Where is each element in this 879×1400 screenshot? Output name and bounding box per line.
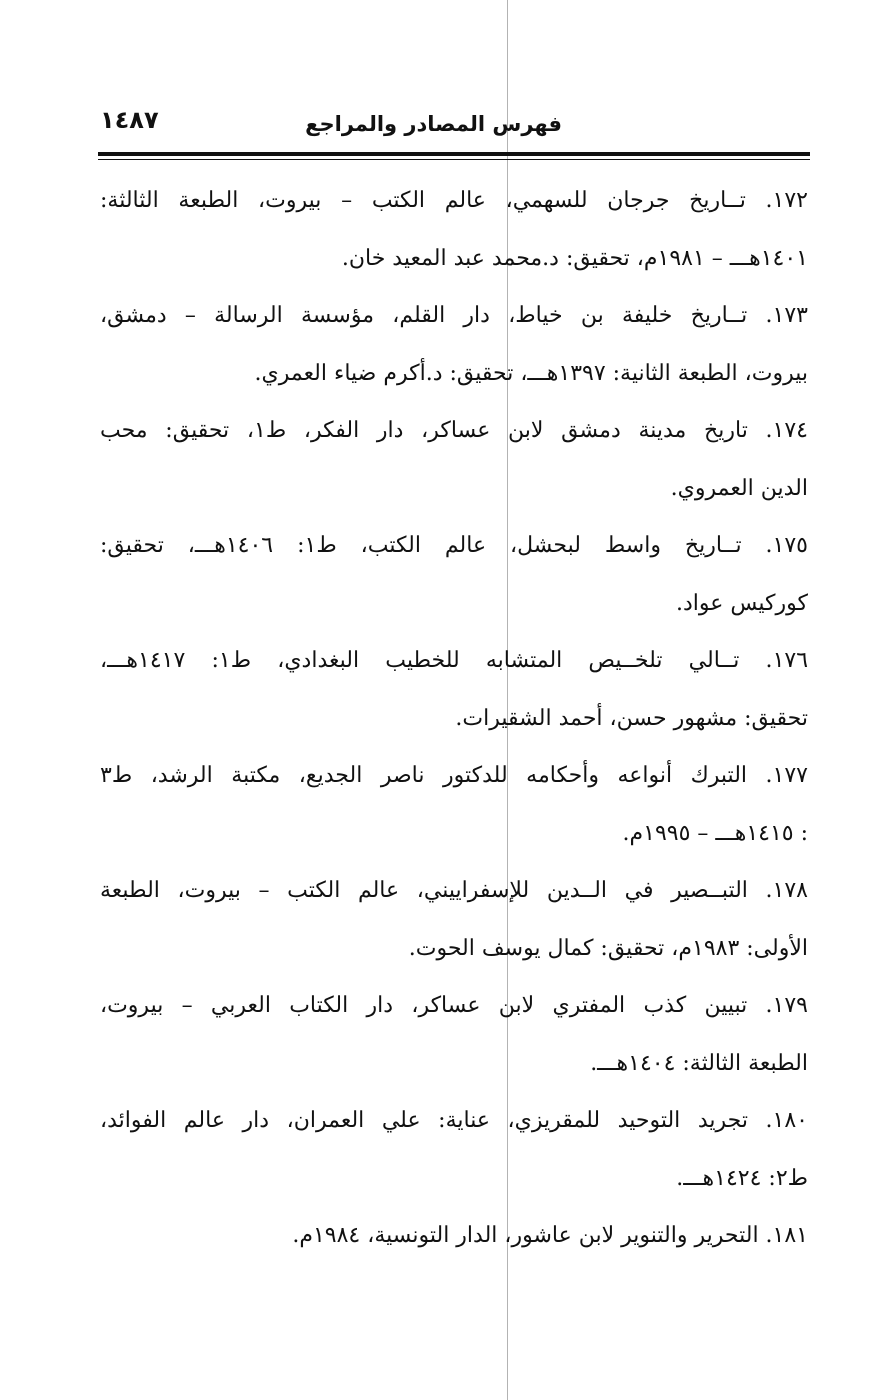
entry-line: الأولى: ١٩٨٣م، تحقيق: كمال يوسف الحوت. <box>408 935 808 961</box>
entry-line: ١٨٠. تجريد التوحيد للمقريزي، عناية: علي العمران، دار عالم الفوائد، <box>100 1108 808 1133</box>
entry-line: ١٧٢. تــاريخ جرجان للسهمي، عالم الكتب – بيروت، الطبعة الثالثة: <box>100 188 808 213</box>
entry-line: ١٧٥. تــاريخ واسط لبحشل، عالم الكتب، ط١: ١٤٠٦هـــ، تحقيق: <box>100 533 808 558</box>
entry-line: ١٧٧. التبرك أنواعه وأحكامه للدكتور ناصر الجديع، مكتبة الرشد، ط٣ <box>100 763 808 788</box>
reference-entry-176 <box>100 632 808 747</box>
entry-line: ١٤٠١هـــ – ١٩٨١م، تحقيق: د.محمد عبد المعيد خان. <box>341 245 808 271</box>
reference-entry-173 <box>100 287 808 402</box>
reference-entry-178 <box>100 862 808 977</box>
entry-line: ١٧٣. تــاريخ خليفة بن خياط، دار القلم، مؤسسة الرسالة – دمشق، <box>100 303 808 328</box>
header-rule-thick <box>98 152 810 156</box>
reference-entry-177 <box>100 747 808 862</box>
entry-line: ١٨١. التحرير والتنوير لابن عاشور، الدار التونسية، ١٩٨٤م. <box>292 1223 808 1248</box>
header-rule-thin <box>98 159 810 160</box>
reference-entry-181 <box>100 1207 808 1265</box>
entry-line: كوركيس عواد. <box>675 590 808 616</box>
reference-entry-180 <box>100 1092 808 1207</box>
page-header <box>100 106 810 150</box>
entry-line: ١٧٤. تاريخ مدينة دمشق لابن عساكر، دار الفكر، ط١، تحقيق: محب <box>100 418 808 443</box>
entry-line: ١٧٨. التبــصير في الــدين للإسفراييني، عالم الكتب – بيروت، الطبعة <box>100 878 808 903</box>
entry-line: : ١٤١٥هـــ – ١٩٩٥م. <box>622 820 808 846</box>
entry-line: بيروت، الطبعة الثانية: ١٣٩٧هـــ، تحقيق: د.أكرم ضياء العمري. <box>254 360 808 386</box>
page-number: ١٤٨٧ <box>100 106 159 134</box>
references-list <box>100 172 808 1265</box>
reference-entry-174 <box>100 402 808 517</box>
reference-entry-179 <box>100 977 808 1092</box>
entry-line: الطبعة الثالثة: ١٤٠٤هـــ. <box>590 1050 808 1076</box>
entry-line: تحقيق: مشهور حسن، أحمد الشقيرات. <box>455 705 808 731</box>
reference-entry-172 <box>100 172 808 287</box>
page-title: فهرس المصادر والمراجع <box>305 112 562 136</box>
entry-line: ط٢: ١٤٢٤هـــ. <box>676 1165 808 1191</box>
entry-line: ١٧٩. تبيين كذب المفتري لابن عساكر، دار الكتاب العربي – بيروت، <box>100 993 808 1018</box>
reference-entry-175 <box>100 517 808 632</box>
entry-line: الدين العمروي. <box>670 475 808 501</box>
entry-line: ١٧٦. تــالي تلخــيص المتشابه للخطيب البغدادي، ط١: ١٤١٧هـــ، <box>100 648 808 673</box>
